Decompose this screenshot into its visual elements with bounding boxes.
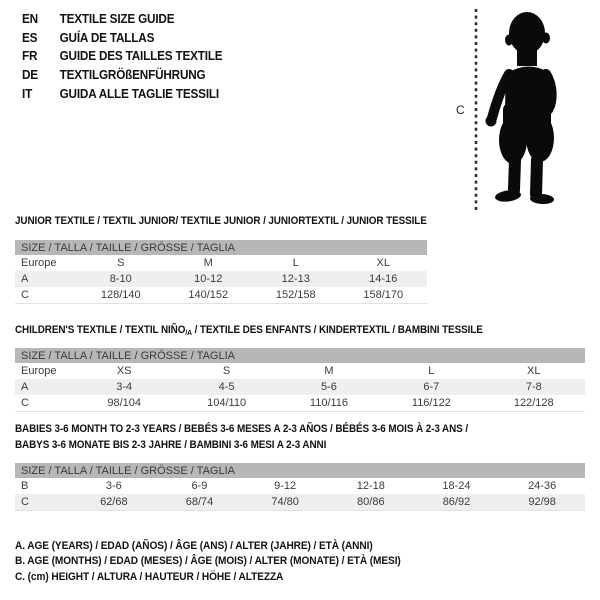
size-cell: 12-18 <box>356 480 385 492</box>
size-cell: 68/74 <box>157 494 243 510</box>
table-row <box>15 287 427 303</box>
babies-title-line1: BABIES 3-6 MONTH TO 2-3 YEARS / BEBÉS 3-6 MESES A 2-3 AÑOS / BÉBÉS 3-6 MOIS À 2-3 ANS / <box>15 423 468 435</box>
size-cell: 3-6 <box>105 480 122 492</box>
size-cell: XL <box>527 365 541 377</box>
size-cell: 158/170 <box>363 288 404 301</box>
size-cell: 92/98 <box>499 494 585 510</box>
size-cell: 152/158 <box>275 288 316 301</box>
size-cell: 14-16 <box>340 271 428 287</box>
size-cell: 110/116 <box>309 396 349 409</box>
row-label: B <box>21 480 29 492</box>
language-code: FR <box>22 49 38 64</box>
size-cell: 4-5 <box>175 379 277 395</box>
language-code: IT <box>22 86 33 101</box>
baby-silhouette <box>486 12 555 205</box>
table-row <box>15 395 585 411</box>
babies-title-line2: BABYS 3-6 MONATE BIS 2-3 JAHRE / BAMBINI 3-6 MESI A 2-3 ANNI <box>15 439 327 451</box>
row-label: A <box>15 271 77 287</box>
size-cell: 62/68 <box>71 494 157 510</box>
children-section-title <box>15 322 483 341</box>
size-header-row <box>15 463 585 478</box>
size-cell: 86/92 <box>414 494 500 510</box>
size-cell: 74/80 <box>242 494 328 510</box>
size-cell: XL <box>376 257 390 269</box>
language-code: ES <box>22 30 38 45</box>
size-cell: L <box>428 365 435 377</box>
size-cell: XS <box>116 365 132 377</box>
table-row <box>15 494 585 510</box>
row-label: C <box>15 494 71 510</box>
size-cell: 5-6 <box>278 379 380 395</box>
language-list <box>22 10 222 104</box>
language-label: GUIDE DES TAILLES TEXTILE <box>59 49 223 64</box>
size-header-label: SIZE / TALLA / TAILLE / GRÖSSE / TAGLIA <box>15 240 427 255</box>
language-code: DE <box>22 68 38 83</box>
size-cell: 12-13 <box>252 271 340 287</box>
footnote-b: B. AGE (MONTHS) / EDAD (MESES) / ÂGE (MOIS) / ALTER (MONATE) / ETÀ (MESI) <box>15 555 401 568</box>
size-cell: L <box>292 257 299 269</box>
footnote-a: A. AGE (YEARS) / EDAD (AÑOS) / ÂGE (ANS) / ALTER (JAHRE) / ETÀ (ANNI) <box>15 540 373 552</box>
size-cell: 3-4 <box>73 379 175 395</box>
table-row <box>15 363 585 379</box>
size-cell: 128/140 <box>100 288 141 301</box>
size-cell: 7-8 <box>483 379 585 395</box>
language-label: GUIDA ALLE TAGLIE TESSILI <box>59 86 219 101</box>
row-label: Europe <box>21 257 57 269</box>
row-label: Europe <box>21 365 57 377</box>
size-cell: 122/128 <box>513 396 554 409</box>
junior-section-title: JUNIOR TEXTILE / TEXTIL JUNIOR/ TEXTILE JUNIOR / JUNIORTEXTIL / JUNIOR TESSILE <box>15 215 427 227</box>
junior-size-table <box>15 240 427 304</box>
size-cell: 10-12 <box>165 271 253 287</box>
language-label: GUÍA DE TALLAS <box>59 30 155 45</box>
children-title-suffix: / TEXTILE DES ENFANTS / KINDERTEXTIL / BAMBINI TESSILE <box>191 324 483 336</box>
language-label: TEXTILGRÖßENFÜHRUNG <box>59 68 206 83</box>
children-title-subscript: /A <box>185 328 192 337</box>
size-cell: 9-12 <box>274 480 297 492</box>
size-cell: 24-36 <box>528 480 557 492</box>
size-cell: S <box>117 257 125 269</box>
table-row <box>15 478 585 494</box>
size-cell: 80/86 <box>328 494 414 510</box>
language-row <box>22 85 222 104</box>
language-code: EN <box>22 12 38 26</box>
row-label: C <box>21 396 29 409</box>
size-cell: 98/104 <box>107 396 142 409</box>
size-cell: 140/152 <box>188 288 229 301</box>
language-row <box>22 10 222 29</box>
height-measure-label: C <box>456 103 465 117</box>
size-cell: M <box>324 365 334 377</box>
size-cell: 116/122 <box>411 396 451 409</box>
size-cell: 104/110 <box>207 396 247 409</box>
size-cell: M <box>203 257 213 269</box>
size-cell: 6-7 <box>380 379 482 395</box>
size-header-label: SIZE / TALLA / TAILLE / GRÖSSE / TAGLIA <box>15 463 585 478</box>
size-header-row <box>15 240 427 255</box>
size-cell: 6-9 <box>191 480 208 492</box>
language-row <box>22 29 222 48</box>
size-header-label: SIZE / TALLA / TAILLE / GRÖSSE / TAGLIA <box>15 348 585 363</box>
baby-silhouette-figure <box>460 8 580 212</box>
row-label: A <box>15 379 73 395</box>
language-row <box>22 47 222 66</box>
size-cell: 8-10 <box>77 271 165 287</box>
footnotes <box>15 539 401 585</box>
language-label: TEXTILE SIZE GUIDE <box>59 12 175 26</box>
size-header-row <box>15 348 585 363</box>
language-row <box>22 66 222 85</box>
babies-size-table <box>15 463 585 511</box>
row-label: C <box>21 288 29 301</box>
size-cell: 18-24 <box>442 480 471 492</box>
children-size-table <box>15 348 585 412</box>
table-row <box>15 271 427 287</box>
table-row <box>15 255 427 271</box>
children-title-prefix: CHILDREN'S TEXTILE / TEXTIL NIÑO <box>15 324 186 336</box>
table-row <box>15 379 585 395</box>
babies-section-title <box>15 421 468 453</box>
footnote-c: C. (cm) HEIGHT / ALTURA / HAUTEUR / HÖHE / ALTEZZA <box>15 570 284 583</box>
size-cell: S <box>222 365 231 377</box>
